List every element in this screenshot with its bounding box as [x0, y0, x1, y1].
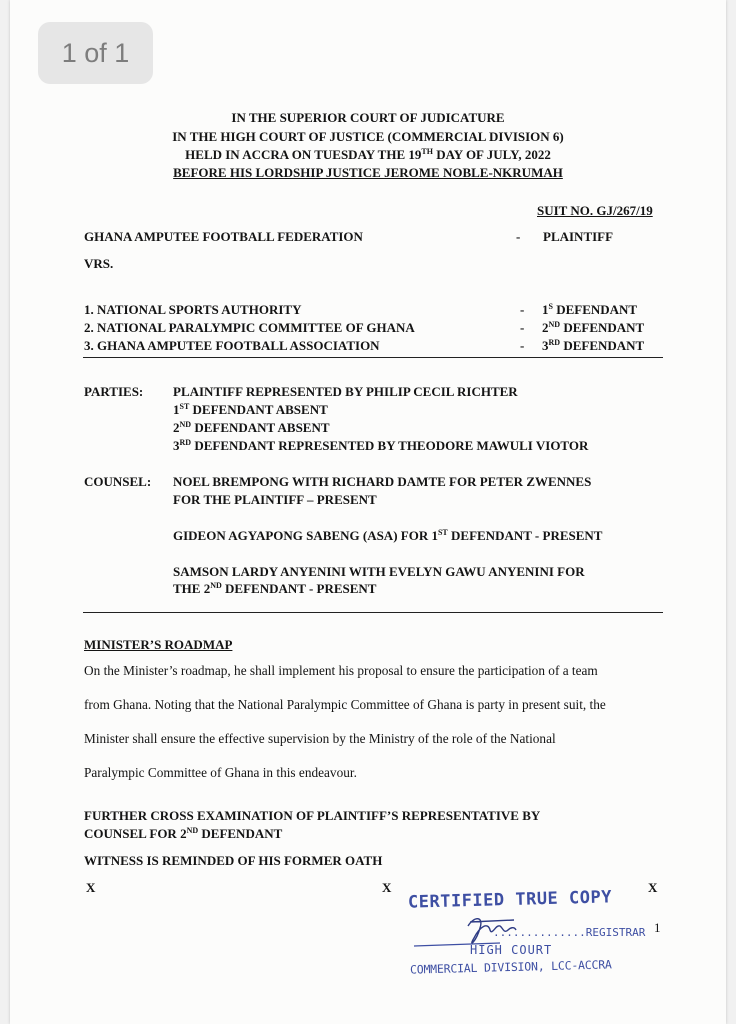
- counsel-line-3: GIDEON AGYAPONG SABENG (ASA) FOR 1ST DEFENDANT - PRESENT: [173, 528, 603, 543]
- counsel-line-2: FOR THE PLAINTIFF – PRESENT: [173, 492, 377, 507]
- roadmap-line-2: from Ghana. Noting that the National Paralympic Committee of Ghana is party in present suit, the: [84, 697, 606, 712]
- cross-exam-line-1: FURTHER CROSS EXAMINATION OF PLAINTIFF’S REPRESENTATIVE BY: [84, 808, 541, 823]
- versus-label: VRS.: [84, 256, 114, 271]
- counsel-line-1: NOEL BREMPONG WITH RICHARD DAMTE FOR PETER ZWENNES: [173, 474, 592, 489]
- counsel-line-4: SAMSON LARDY ANYENINI WITH EVELYN GAWU ANYENINI FOR: [173, 564, 585, 579]
- stamp-registrar: ..............REGISTRAR: [493, 926, 646, 939]
- roadmap-line-4: Paralympic Committee of Ghana in this endeavour.: [84, 765, 357, 780]
- page-number: 1: [654, 920, 661, 935]
- defendant-2-dash: -: [520, 320, 525, 335]
- defendant-1-role: $1^S$ DEFENDANT: [542, 302, 638, 317]
- header-line-1: IN THE SUPERIOR COURT OF JUDICATURE: [231, 110, 505, 125]
- parties-line-1: PLAINTIFF REPRESENTED BY PHILIP CECIL RICHTER: [173, 384, 518, 399]
- defendant-3-dash: -: [520, 338, 525, 353]
- cross-exam-line-2: COUNSEL FOR 2ND DEFENDANT: [84, 826, 283, 841]
- witness-line: WITNESS IS REMINDED OF HIS FORMER OATH: [84, 853, 383, 868]
- parties-line-3: 2ND DEFENDANT ABSENT: [173, 420, 330, 435]
- roadmap-line-3: Minister shall ensure the effective supervision by the Ministry of the role of the National: [84, 731, 556, 746]
- stamp-division: COMMERCIAL DIVISION, LCC-ACCRA: [409, 957, 612, 977]
- counsel-label: COUNSEL:: [84, 474, 152, 489]
- plaintiff-role: PLAINTIFF: [543, 229, 614, 244]
- mark-x-1: X: [86, 880, 96, 895]
- suit-number: SUIT NO. GJ/267/19: [537, 203, 653, 218]
- divider-roadmap: [83, 612, 663, 613]
- defendant-2-role: 2ND DEFENDANT: [542, 320, 645, 335]
- parties-line-4: 3RD DEFENDANT REPRESENTED BY THEODORE MAWULI VIOTOR: [173, 438, 589, 453]
- defendant-1-name: 1. NATIONAL SPORTS AUTHORITY: [84, 302, 302, 317]
- plaintiff-dash: -: [516, 229, 521, 244]
- stamp-certified: CERTIFIED TRUE COPY: [407, 887, 613, 913]
- header-line-3: HELD IN ACCRA ON TUESDAY THE 19TH DAY OF JULY, 2022: [185, 147, 551, 162]
- stamp-high-court: HIGH COURT: [470, 943, 553, 957]
- roadmap-line-1: On the Minister’s roadmap, he shall implement his proposal to ensure the participation of a team: [84, 663, 598, 678]
- page-indicator: 1 of 1: [38, 22, 153, 84]
- header-line-4: BEFORE HIS LORDSHIP JUSTICE JEROME NOBLE-NKRUMAH: [173, 165, 563, 180]
- defendant-1-dash: -: [520, 302, 525, 317]
- parties-line-2: 1ST DEFENDANT ABSENT: [173, 402, 328, 417]
- mark-x-2: X: [382, 880, 392, 895]
- defendant-3-name: 3. GHANA AMPUTEE FOOTBALL ASSOCIATION: [84, 338, 380, 353]
- mark-x-3: X: [648, 880, 658, 895]
- parties-label: PARTIES:: [84, 384, 144, 399]
- divider-parties: [83, 357, 663, 358]
- header-line-2: IN THE HIGH COURT OF JUSTICE (COMMERCIAL DIVISION 6): [172, 129, 564, 144]
- defendant-2-name: 2. NATIONAL PARALYMPIC COMMITTEE OF GHANA: [84, 320, 415, 335]
- plaintiff-name: GHANA AMPUTEE FOOTBALL FEDERATION: [84, 229, 363, 244]
- defendant-3-role: 3RD DEFENDANT: [542, 338, 645, 353]
- counsel-line-5: THE 2ND DEFENDANT - PRESENT: [173, 581, 377, 596]
- roadmap-heading: MINISTER’S ROADMAP: [84, 637, 233, 652]
